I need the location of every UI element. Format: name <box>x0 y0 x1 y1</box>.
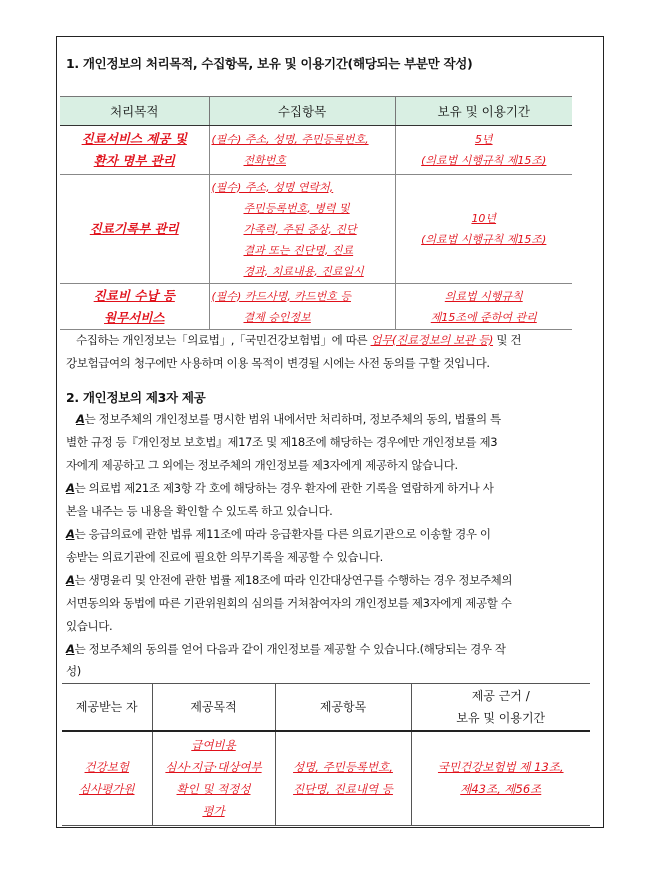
paragraph-3-line2: 송받는 의료기관에 진료에 필요한 의무기록을 제공할 수 있습니다. <box>66 550 383 564</box>
header-basis: 제공 근거 / 보유 및 이용기간 <box>411 684 590 732</box>
entity-marker: A <box>66 527 75 541</box>
entity-marker: A <box>66 573 75 587</box>
section2-heading: 2. 개인정보의 제3자 제공 <box>66 390 206 405</box>
section1-note-line2: 강보험급여의 청구에만 사용하며 이용 목적이 변경될 시에는 사전 동의를 구할 것입니다. <box>66 356 490 370</box>
entity-marker: A <box>66 481 75 495</box>
section1-note-line1: 수집하는 개인정보는「의료법」,「국민건강보험법」에 따른 업무(진료정보의 보관 등) 및 건 <box>76 333 522 347</box>
paragraph-5-line2: 성) <box>66 664 81 678</box>
items-cell: (필수) 주소, 성명 연락처, 주민등록번호, 병력 및 가족력, 주된 증상, 진단 결과 또는 진단명, 진료 경과, 치료내용, 진료일시 <box>209 175 395 284</box>
header-provision-items: 제공항목 <box>275 684 411 732</box>
items-cell: (필수) 카드사명, 카드번호 등 결제 승인정보 <box>209 284 395 330</box>
purpose-cell: 진료비 수납 등 원무서비스 <box>60 284 209 330</box>
paragraph-2-line1: A는 의료법 제21조 제3항 각 호에 해당하는 경우 환자에 관한 기록을 열람하게 하거나 사 <box>66 481 494 495</box>
basis-cell: 국민건강보험법 제 13조, 제43조, 제56조 <box>411 731 590 825</box>
header-retention: 보유 및 이용기간 <box>395 97 572 126</box>
table-row <box>60 126 572 175</box>
note-red-highlight: 업무(진료정보의 보관 등) <box>370 333 494 347</box>
header-purpose: 처리목적 <box>60 97 209 126</box>
paragraph-1-line2: 별한 규정 등『개인정보 보호법』제17조 및 제18조에 해당하는 경우에만 개인정보를 제3 <box>66 435 498 449</box>
provision-purpose-cell: 급여비용 심사·지급·대상여부 확인 및 적정성 평가 <box>152 731 275 825</box>
provision-items-cell: 성명, 주민등록번호, 진단명, 진료내역 등 <box>275 731 411 825</box>
processing-purpose-table <box>60 96 572 330</box>
header-provision-purpose: 제공목적 <box>152 684 275 732</box>
retention-cell: 10년 (의료법 시행규칙 제15조) <box>395 175 572 284</box>
third-party-provision-table <box>62 683 590 826</box>
purpose-cell: 진료기록부 관리 <box>60 175 209 284</box>
retention-cell: 5년 (의료법 시행규칙 제15조) <box>395 126 572 175</box>
header-recipient: 제공받는 자 <box>62 684 152 732</box>
paragraph-4-line1: A는 생명윤리 및 안전에 관한 법률 제18조에 따라 인간대상연구를 수행하는 경우 정보주체의 <box>66 573 513 587</box>
paragraph-5-line1: A는 정보주체의 동의를 얻어 다음과 같이 개인정보를 제공할 수 있습니다.(해당되는 경우 작 <box>66 642 506 656</box>
table-row <box>60 284 572 330</box>
table-row <box>62 731 590 825</box>
retention-cell: 의료법 시행규칙 제15조에 준하여 관리 <box>395 284 572 330</box>
paragraph-1-line3: 자에게 제공하고 그 외에는 정보주체의 개인정보를 제3자에게 제공하지 않습니다. <box>66 458 458 472</box>
paragraph-4-line3: 있습니다. <box>66 619 113 633</box>
header-items: 수집항목 <box>209 97 395 126</box>
recipient-cell: 건강보험 심사평가원 <box>62 731 152 825</box>
paragraph-2-line2: 본을 내주는 등 내용을 확인할 수 있도록 하고 있습니다. <box>66 504 333 518</box>
items-cell: (필수) 주소, 성명, 주민등록번호, 전화번호 <box>209 126 395 175</box>
paragraph-4-line2: 서면동의와 동법에 따른 기관위원회의 심의를 거쳐참여자의 개인정보를 제3자에게 제공할 수 <box>66 596 512 610</box>
paragraph-3-line1: A는 응급의료에 관한 법류 제11조에 따라 응급환자를 다른 의료기관으로 이송할 경우 이 <box>66 527 491 541</box>
section1-heading: 1. 개인정보의 처리목적, 수집항목, 보유 및 이용기간(해당되는 부분만 작성) <box>66 56 473 71</box>
entity-marker: A <box>66 642 75 656</box>
purpose-cell: 진료서비스 제공 및 환자 명부 관리 <box>60 126 209 175</box>
entity-marker: A <box>76 412 85 426</box>
paragraph-1-line1: A는 정보주체의 개인정보를 명시한 범위 내에서만 처리하며, 정보주체의 동의, 법률의 특 <box>76 412 501 426</box>
table-row <box>60 175 572 284</box>
